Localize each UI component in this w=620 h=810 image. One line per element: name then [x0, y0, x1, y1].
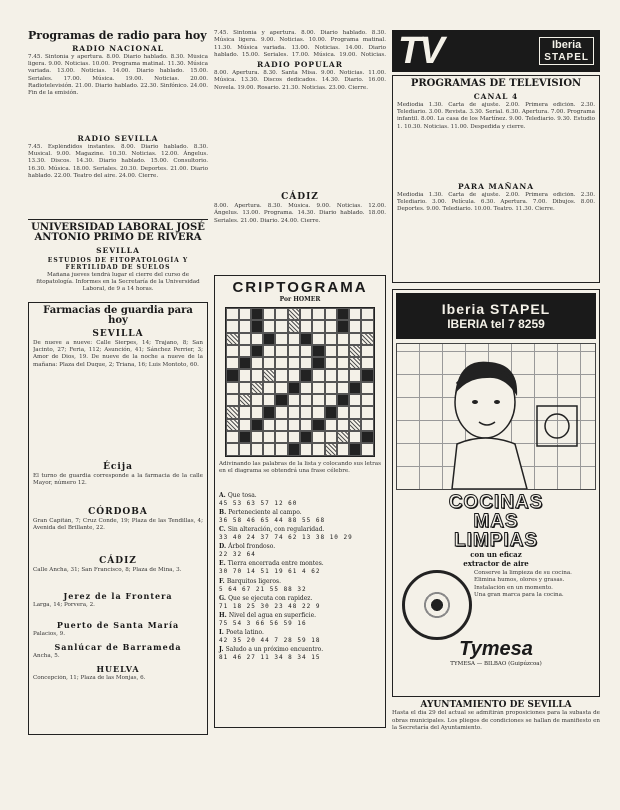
grid-cell	[275, 357, 287, 369]
clue-numbers: 30 70 14 51 19 61 4 62	[219, 568, 321, 576]
grid-cell	[325, 308, 337, 320]
grid-cell	[337, 431, 349, 443]
clue-letter: D.	[219, 543, 229, 551]
tv-program-box	[392, 75, 600, 283]
grid-cell	[288, 369, 300, 381]
clue-text: Sin alteración, con regularidad.	[227, 525, 325, 533]
grid-cell	[226, 431, 238, 443]
grid-cell	[226, 357, 238, 369]
grid-cell	[325, 382, 337, 394]
grid-cell	[361, 369, 373, 381]
grid-cell	[239, 394, 251, 406]
clue-row	[219, 492, 381, 508]
grid-cell	[251, 382, 263, 394]
grid-cell	[288, 308, 300, 320]
ad-point-2: Elimina humos, olores y grasas.	[474, 577, 565, 584]
grid-cell	[349, 382, 361, 394]
clue-numbers: 45 53 63 57 12 60	[219, 499, 298, 507]
grid-cell	[275, 369, 287, 381]
grid-cell	[337, 320, 349, 332]
tv-logo: TV	[398, 29, 443, 72]
clue-letter: I.	[219, 629, 226, 637]
farmacia-city-sevilla: SEVILLA	[92, 328, 144, 339]
grid-cell	[361, 431, 373, 443]
grid-cell	[325, 333, 337, 345]
clue-letter: J.	[219, 646, 226, 654]
radio-station-2-text: 7.45. Espléndidos instantes. 8.00. Diario hablado. 8.30. Musical. 9.00. Magazine. 10.30. Noticias. 12.00. Ángelus. 13.30. Discos. 14.30. Diario hablado. 15.00. Consultorio. 16.30. Música. 18.00. Seriales. 20.30. Deportes. 21.00. Diario hablado. 22.00. Teatro del aire. 24.00. Cierre.	[28, 143, 208, 180]
cryptogram-author: Por HOMER	[279, 296, 321, 303]
grid-cell	[300, 308, 312, 320]
tv-text: Mediodía 1.30. Carta de ajuste. 2.00. Primera edición. 2.30. Telediario. 3.00. Revista. 3.30. Serial. 6.30. Apertura. 7.00. Programa infantil. 8.00. La casa de los Martínez. 9.00. Telediario. 9.30. Estudio 1. 10.30. Noticias. 11.00. Despedida y cierre.	[397, 101, 595, 130]
cryptogram-intro: Adivinando las palabras de la lista y colocando sus letras en el diagrama se obtendrá una frase célebre.	[219, 460, 381, 474]
grid-cell	[337, 333, 349, 345]
grid-cell	[325, 357, 337, 369]
grid-cell	[325, 345, 337, 357]
clue-letter: B.	[219, 508, 229, 516]
farmacia-text-ecija: El turno de guardia corresponde a la farmacia de la calle Mayor, número 12.	[33, 472, 203, 486]
ad-headline-2: MAS	[473, 511, 519, 532]
right-column	[392, 30, 600, 744]
clue-text: Árbol frondoso.	[228, 543, 276, 551]
grid-cell	[300, 333, 312, 345]
grid-cell	[288, 333, 300, 345]
ad-banner	[396, 293, 596, 339]
grid-cell	[226, 394, 238, 406]
grid-cell	[325, 419, 337, 431]
grid-cell	[337, 443, 349, 455]
grid-cell	[325, 406, 337, 418]
grid-cell	[349, 308, 361, 320]
clue-numbers: 75 54 3 66 56 59 16	[219, 619, 307, 627]
kitchen-ad	[392, 289, 600, 697]
radio-station-1: RADIO NACIONAL	[72, 43, 164, 53]
grid-cell	[337, 345, 349, 357]
clue-letter: H.	[219, 611, 229, 619]
tv-brand-2: STAPEL	[544, 52, 589, 63]
grid-cell	[325, 431, 337, 443]
grid-cell	[288, 406, 300, 418]
ad-brand: Tymesa	[459, 638, 533, 660]
grid-cell	[300, 431, 312, 443]
grid-cell	[239, 406, 251, 418]
grid-cell	[325, 369, 337, 381]
farmacia-city-ecija: Écija	[103, 461, 133, 472]
clue-numbers: 71 18 25 30 23 48 22 9	[219, 602, 321, 610]
grid-cell	[312, 357, 324, 369]
grid-cell	[275, 431, 287, 443]
grid-cell	[251, 357, 263, 369]
grid-cell	[349, 394, 361, 406]
middle-column	[214, 30, 386, 728]
grid-cell	[288, 382, 300, 394]
tv-tomorrow-title: PARA MAÑANA	[457, 181, 535, 191]
ad-illustration	[396, 343, 596, 490]
grid-cell	[361, 308, 373, 320]
grid-cell	[361, 320, 373, 332]
grid-cell	[312, 308, 324, 320]
grid-cell	[263, 308, 275, 320]
grid-cell	[300, 357, 312, 369]
clue-numbers: 33 40 24 37 74 62 13 38 10 29	[219, 534, 353, 542]
clue-row	[219, 595, 381, 611]
clue-text: Nivel del agua en superficie.	[228, 611, 317, 619]
grid-cell	[239, 431, 251, 443]
clue-text: Poeta latino.	[225, 629, 264, 637]
grid-cell	[337, 419, 349, 431]
cryptogram-clues	[219, 492, 381, 663]
radio-popular-text: 8.00. Apertura. 8.30. Santa Misa. 9.00. Noticias. 11.00. Música. 13.30. Discos dedicados. 14.30. Diario. 16.00. Novela. 19.00. Rosario. 21.30. Noticias. 23.00. Cierre.	[214, 70, 386, 91]
grid-cell	[275, 382, 287, 394]
grid-cell	[361, 382, 373, 394]
grid-cell	[300, 406, 312, 418]
cadiz-radio-text: 8.00. Apertura. 8.30. Música. 9.00. Noticias. 12.00. Ángelus. 13.00. Programa. 14.30. Diario hablado. 18.00. Seriales. 21.00. Diario. 24.00. Cierre.	[214, 203, 386, 224]
grid-cell	[226, 369, 238, 381]
universidad-city: SEVILLA	[96, 245, 140, 255]
grid-cell	[239, 369, 251, 381]
grid-cell	[361, 419, 373, 431]
ad-sub-2: extractor de aire	[463, 559, 529, 568]
grid-cell	[275, 443, 287, 455]
grid-cell	[288, 419, 300, 431]
grid-cell	[275, 308, 287, 320]
grid-cell	[263, 345, 275, 357]
grid-cell	[275, 419, 287, 431]
clue-text: Perteneciente al campo.	[228, 508, 302, 516]
grid-cell	[251, 431, 263, 443]
grid-cell	[349, 406, 361, 418]
farmacia-text-jerez: Larga, 14; Porvera, 2.	[33, 601, 95, 608]
clue-row	[219, 526, 381, 542]
grid-cell	[288, 320, 300, 332]
radio-popular-title: RADIO POPULAR	[257, 60, 343, 69]
ad-headline-3: LIMPIAS	[453, 530, 539, 551]
ad-point-4: Una gran marca para la cocina.	[474, 592, 564, 599]
grid-cell	[337, 357, 349, 369]
grid-cell	[263, 357, 275, 369]
tv-tomorrow-text: Mediodía 1.30. Carta de ajuste. 2.00. Primera edición. 2.30. Telediario. 3.00. Película. 6.30. Apertura. 7.00. Dibujos. 8.00. Deportes. 9.00. Telediario. 10.00. Teatro. 11.30. Cierre.	[397, 191, 595, 213]
grid-cell	[349, 357, 361, 369]
clue-numbers: 42 35 20 44 7 28 59 18	[219, 637, 321, 645]
grid-cell	[361, 345, 373, 357]
grid-cell	[251, 333, 263, 345]
farmacia-city-cordoba: CÓRDOBA	[88, 506, 148, 517]
farmacia-text-cadiz: Calle Ancha, 31; San Francisco, 8; Plaza de Mina, 3.	[33, 566, 182, 573]
clue-text: Tierra encerrada entre montes.	[227, 560, 324, 568]
grid-cell	[349, 369, 361, 381]
left-column	[28, 30, 208, 735]
ad-headline-1: COCINAS	[448, 492, 544, 513]
grid-cell	[337, 308, 349, 320]
clue-row	[219, 578, 381, 594]
farmacia-city-jerez: Jerez de la Frontera	[63, 590, 173, 601]
grid-cell	[263, 394, 275, 406]
cryptogram-grid	[225, 307, 375, 457]
clue-numbers: 5 64 67 21 55 88 32	[219, 585, 307, 593]
grid-cell	[263, 382, 275, 394]
clue-letter: C.	[219, 525, 228, 533]
grid-cell	[226, 345, 238, 357]
farmacia-city-sanlucar: Sanlúcar de Barrameda	[54, 641, 182, 652]
grid-cell	[288, 443, 300, 455]
grid-cell	[239, 443, 251, 455]
grid-cell	[337, 394, 349, 406]
grid-cell	[349, 419, 361, 431]
farmacia-city-puerto: Puerto de Santa María	[56, 619, 180, 630]
grid-cell	[349, 320, 361, 332]
grid-cell	[275, 320, 287, 332]
ayuntamiento-title: AYUNTAMIENTO DE SEVILLA	[420, 700, 572, 710]
grid-cell	[349, 333, 361, 345]
grid-cell	[226, 320, 238, 332]
clue-row	[219, 629, 381, 645]
grid-cell	[251, 406, 263, 418]
clue-row	[219, 543, 381, 559]
grid-cell	[226, 406, 238, 418]
universidad-title: UNIVERSIDAD LABORAL JOSÉ ANTONIO PRIMO DE RIVERA	[31, 221, 205, 244]
farmacias-box	[28, 302, 208, 735]
grid-cell	[251, 345, 263, 357]
grid-cell	[288, 394, 300, 406]
ad-fan-section	[396, 568, 596, 638]
farmacia-text-puerto: Palacios, 9.	[33, 630, 66, 637]
grid-cell	[325, 394, 337, 406]
grid-cell	[275, 345, 287, 357]
grid-cell	[226, 419, 238, 431]
divider	[28, 219, 208, 220]
grid-cell	[337, 406, 349, 418]
grid-cell	[312, 382, 324, 394]
tv-banner	[392, 30, 600, 72]
grid-cell	[312, 406, 324, 418]
grid-cell	[239, 333, 251, 345]
grid-cell	[263, 443, 275, 455]
grid-cell	[312, 345, 324, 357]
farmacia-text-sanlucar: Ancha, 5.	[33, 652, 60, 659]
grid-cell	[312, 431, 324, 443]
radio-station-1-text: 7.45. Sintonía y apertura. 8.00. Diario hablado. 8.30. Música ligera. 9.00. Noticias. 10.00. Programa matinal. 11.30. Música variada. 13.00. Noticias. 14.00. Diario hablado. 15.00. Seriales. 17.00. Música. 19.00. Noticias. 20.00. Radiotelevisión. 21.00. Diario hablado. 22.30. Sinfónico. 24.00. Fin de la emisión.	[28, 53, 208, 97]
grid-cell	[312, 369, 324, 381]
grid-cell	[300, 419, 312, 431]
ayuntamiento-text: Hasta el día 29 del actual se admitirán proposiciones para la subasta de obras municipales. Los pliegos de condiciones se hallan de manifiesto en la Secretaría del Ayuntamiento.	[392, 710, 600, 732]
clue-row	[219, 646, 381, 662]
ad-sub-1: con un eficaz	[470, 550, 522, 559]
grid-cell	[263, 406, 275, 418]
ad-point-1: Conserve la limpieza de su cocina.	[474, 570, 572, 576]
cadiz-radio-title: CÁDIZ	[281, 192, 319, 202]
clue-letter: G.	[219, 594, 229, 602]
clue-text: Que tosa.	[227, 491, 257, 499]
farmacia-city-cadiz: CÁDIZ	[99, 555, 137, 566]
grid-cell	[226, 443, 238, 455]
grid-cell	[312, 419, 324, 431]
grid-cell	[251, 419, 263, 431]
grid-cell	[288, 345, 300, 357]
grid-cell	[263, 333, 275, 345]
woman-illustration	[397, 344, 596, 489]
grid-cell	[275, 406, 287, 418]
universidad-text: Mañana jueves tendrá lugar el cierre del curso de fitopatología. Informes en la Secretaría de la Universidad Laboral, de 9 a 14 horas.	[36, 271, 200, 293]
grid-cell	[275, 394, 287, 406]
grid-cell	[251, 394, 263, 406]
grid-cell	[312, 333, 324, 345]
grid-cell	[226, 333, 238, 345]
clue-numbers: 81 46 27 11 34 8 34 15	[219, 654, 321, 662]
grid-cell	[226, 308, 238, 320]
radio-station-2: RADIO SEVILLA	[77, 133, 159, 143]
grid-cell	[300, 382, 312, 394]
grid-cell	[263, 320, 275, 332]
extractor-fan-icon	[402, 570, 472, 640]
grid-cell	[361, 443, 373, 455]
cryptogram-title: CRIPTOGRAMA	[232, 279, 368, 296]
grid-cell	[361, 394, 373, 406]
grid-cell	[361, 357, 373, 369]
ad-points	[474, 570, 596, 600]
clue-numbers: 22 32 64	[219, 551, 256, 559]
clue-row	[219, 509, 381, 525]
grid-cell	[361, 333, 373, 345]
radio-continued-text: 7.45. Sintonía y apertura. 8.00. Diario hablado. 8.30. Música ligera. 9.00. Noticias. 10.00. Programa matinal. 11.30. Música variada. 13.00. Noticias. 14.00. Diario hablado. 15.00. Seriales. 17.00. Música. 19.00. Noticias.	[214, 30, 386, 58]
grid-cell	[300, 394, 312, 406]
farmacia-text-huelva: Concepción, 11; Plaza de las Monjas, 6.	[33, 674, 146, 681]
grid-cell	[263, 431, 275, 443]
grid-cell	[288, 431, 300, 443]
grid-cell	[251, 320, 263, 332]
clue-letter: F.	[219, 577, 227, 585]
clue-letter: E.	[219, 560, 228, 568]
clue-text: Barquitos ligeros.	[226, 577, 282, 585]
grid-cell	[239, 419, 251, 431]
grid-cell	[300, 369, 312, 381]
ad-point-3: Instalación en un momento.	[474, 584, 553, 591]
grid-cell	[349, 431, 361, 443]
radio-title: Programas de radio para hoy	[28, 29, 207, 42]
tv-brand-logo	[539, 37, 594, 65]
ad-banner-bottom: IBERIA tel 7 8259	[447, 317, 545, 331]
ad-brand-sub: TYMESA — BILBAO (Guipúzcoa)	[450, 661, 542, 667]
universidad-subtitle: ESTUDIOS DE FITOPATOLOGÍA Y FERTILIDAD DE SUELOS	[47, 256, 189, 271]
grid-cell	[325, 320, 337, 332]
farmacia-text-sevilla: De nueve a nueve: Calle Sierpes, 14; Trajano, 8; San Jacinto, 27; Feria, 112; Asunción, 41; Sánchez Perrier, 3; Amor de Dios, 19. De nueve de la noche a nueve de la mañana: Plaza del Duque, 2; Triana, 16; Luis Montoto, 60.	[33, 339, 203, 368]
grid-cell	[251, 308, 263, 320]
grid-cell	[349, 443, 361, 455]
grid-cell	[226, 382, 238, 394]
grid-cell	[239, 357, 251, 369]
farmacias-title: Farmacias de guardia para hoy	[43, 304, 193, 327]
grid-cell	[263, 419, 275, 431]
grid-cell	[312, 394, 324, 406]
grid-cell	[312, 320, 324, 332]
grid-cell	[239, 382, 251, 394]
tv-brand-1: Iberia	[551, 38, 582, 51]
grid-cell	[288, 357, 300, 369]
grid-cell	[300, 345, 312, 357]
grid-cell	[337, 369, 349, 381]
clue-row	[219, 612, 381, 628]
tv-channel: CANAL 4	[473, 91, 519, 101]
farmacia-city-huelva: HUELVA	[96, 663, 140, 674]
grid-cell	[349, 345, 361, 357]
grid-cell	[300, 320, 312, 332]
grid-cell	[239, 308, 251, 320]
grid-cell	[263, 369, 275, 381]
clue-row	[219, 560, 381, 576]
grid-cell	[239, 320, 251, 332]
clue-text: Que se ejecuta con rapidez.	[228, 594, 313, 602]
farmacia-text-cordoba: Gran Capitán, 7; Cruz Conde, 19; Plaza de las Tendillas, 4; Avenida del Brillante, 22.	[33, 517, 203, 531]
cryptogram-box	[214, 275, 386, 728]
grid-cell	[325, 443, 337, 455]
tv-title: PROGRAMAS DE TELEVISION	[410, 78, 582, 89]
grid-cell	[239, 345, 251, 357]
grid-cell	[251, 369, 263, 381]
clue-numbers: 36 58 46 65 44 88 55 68	[219, 516, 326, 524]
grid-cell	[275, 333, 287, 345]
grid-cell	[312, 443, 324, 455]
ad-banner-top: Iberia STAPEL	[441, 301, 551, 317]
grid-cell	[361, 406, 373, 418]
clue-text: Saludo a un próximo encuentro.	[225, 646, 324, 654]
grid-cell	[337, 382, 349, 394]
grid-cell	[300, 443, 312, 455]
clue-letter: A.	[219, 491, 228, 499]
grid-cell	[251, 443, 263, 455]
